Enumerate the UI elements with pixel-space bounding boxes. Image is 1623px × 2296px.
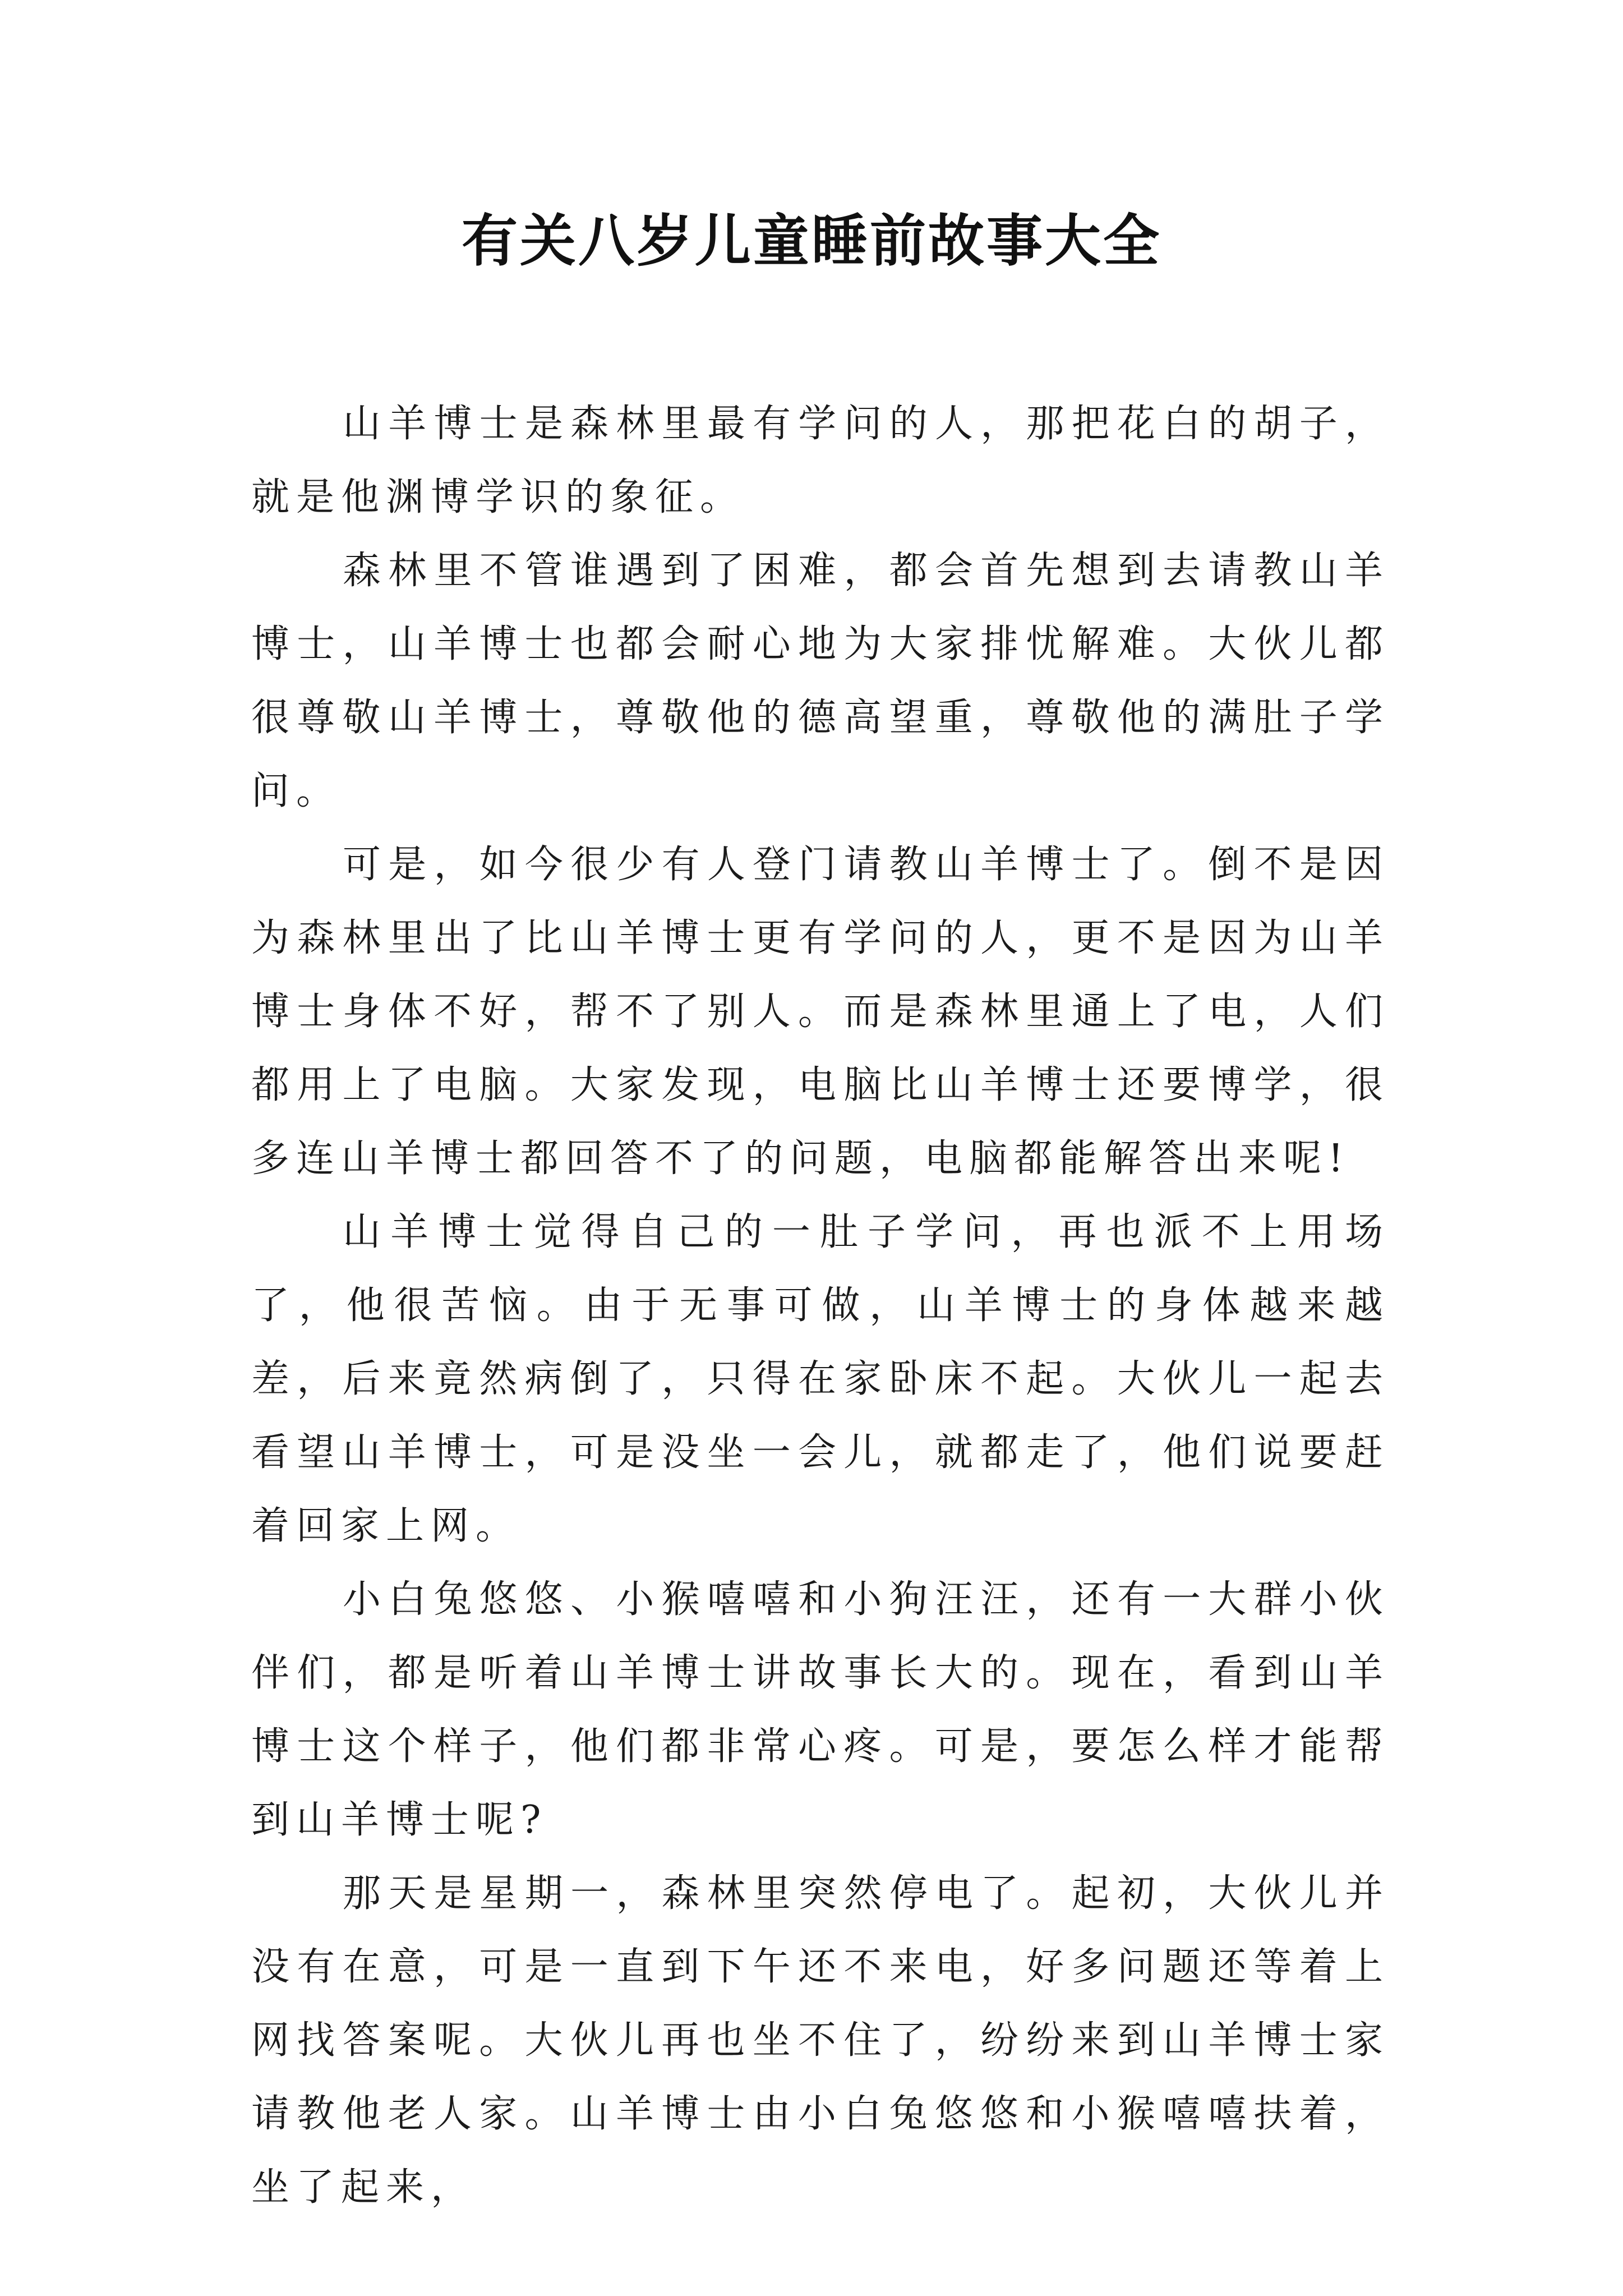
paragraph: 森林里不管谁遇到了困难，都会首先想到去请教山羊博士，山羊博士也都会耐心地为大家排忧解难。大伙儿都很尊敬山羊博士，尊敬他的德高望重，尊敬他的满肚子学问。 [251,549,1390,813]
paragraph: 小白兔悠悠、小猴嘻嘻和小狗汪汪，还有一大群小伙伴们，都是听着山羊博士讲故事长大的。现在，看到山羊博士这个样子，他们都非常心疼。可是，要怎么样才能帮到山羊博士呢? [251,1577,1390,1842]
paragraph: 山羊博士是森林里最有学问的人，那把花白的胡子，就是他渊博学识的象征。 [251,402,1390,519]
document-body [251,387,1390,2224]
paragraph: 可是，如今很少有人登门请教山羊博士了。倒不是因为森林里出了比山羊博士更有学问的人，更不是因为山羊博士身体不好，帮不了别人。而是森林里通上了电，人们都用上了电脑。大家发现，电脑比山羊博士还要博学，很多连山羊博士都回答不了的问题，电脑都能解答出来呢! [251,843,1390,1181]
paragraph: 那天是星期一，森林里突然停电了。起初，大伙儿并没有在意，可是一直到下午还不来电，好多问题还等着上网找答案呢。大伙儿再也坐不住了，纷纷来到山羊博士家请教他老人家。山羊博士由小白兔悠悠和小猴嘻嘻扶着，坐了起来， [251,1871,1390,2210]
paragraph: 山羊博士觉得自己的一肚子学问，再也派不上用场了，他很苦恼。由于无事可做，山羊博士的身体越来越差，后来竟然病倒了，只得在家卧床不起。大伙儿一起去看望山羊博士，可是没坐一会儿，就都走了，他们说要赶着回家上网。 [251,1210,1390,1548]
document-title: 有关八岁儿童睡前故事大全 [462,208,1161,274]
